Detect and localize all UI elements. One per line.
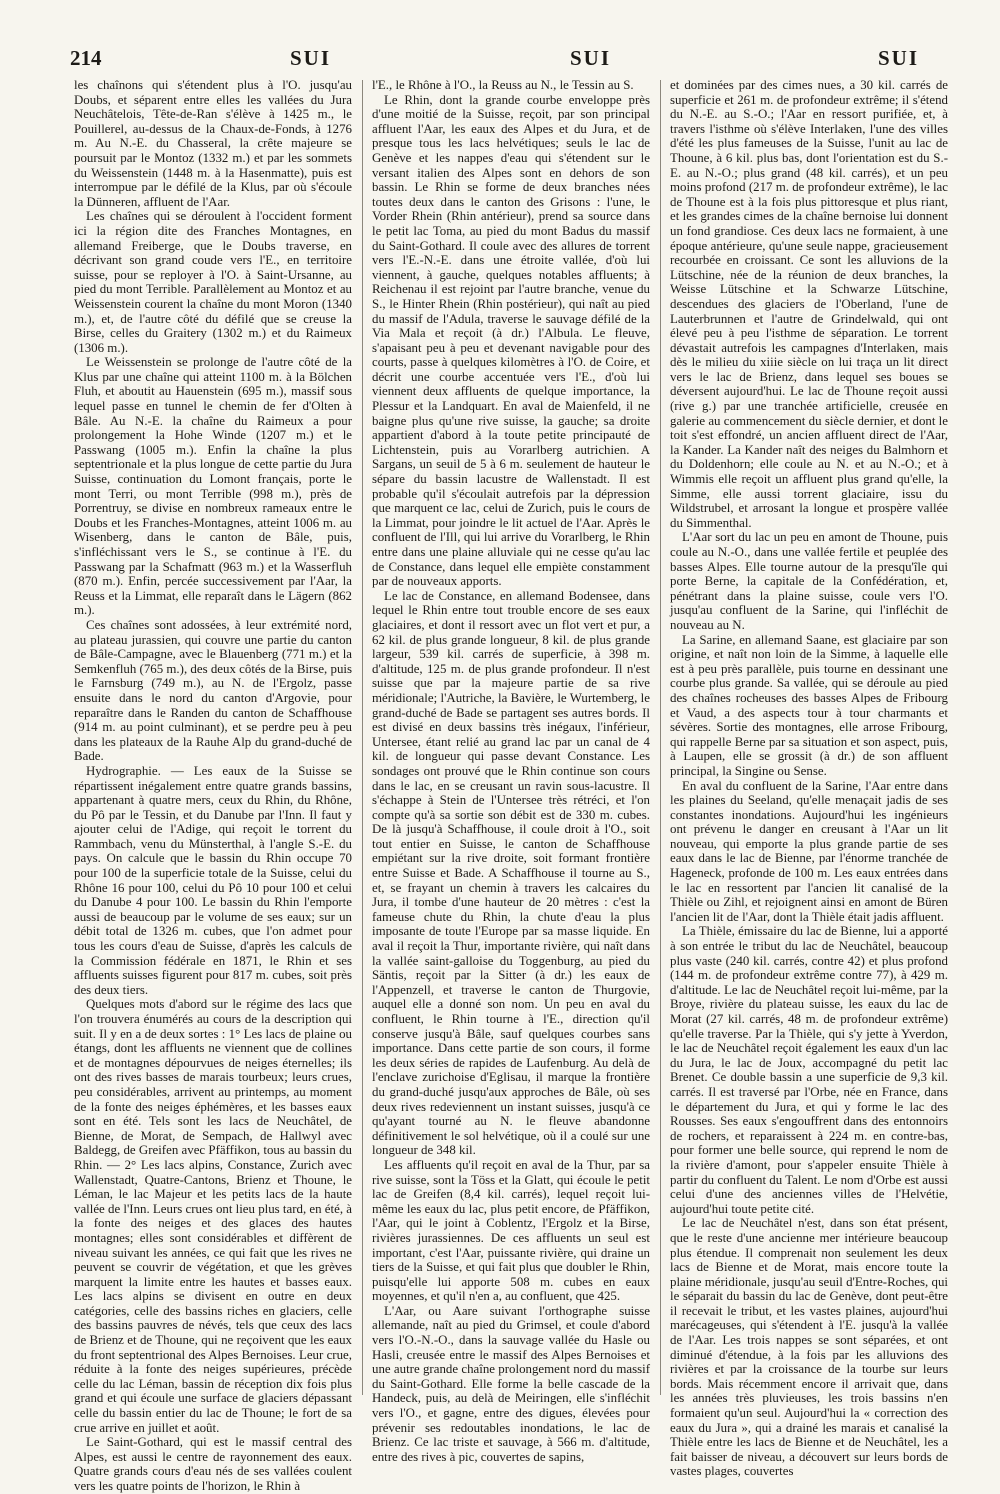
running-headword-left: SUI bbox=[290, 46, 332, 70]
column-rule bbox=[362, 80, 363, 1395]
column-rule bbox=[660, 80, 661, 1395]
paragraph: Les affluents qu'il reçoit en aval de la Thur, par sa rive suisse, sont la Töss et la Glatt, qui écoule le petit lac de Greifen (8,4 kil. carrés), lequel reçoit lui-même les eaux du lac, plus petit encore, de Pfäffikon, l'Aar, qui le joint à Coblentz, l'Ergolz et la Birse, rivières jurassiennes. De ces affluents un seul est important, c'est l'Aar, puissante rivière, qui draine un tiers de la Suisse, et qui fait plus que doubler le Rhin, puisqu'elle lui apporte 508 m. cubes en eaux moyennes, et qu'il n'en a, au confluent, que 425. bbox=[372, 1157, 650, 1304]
running-headword-center: SUI bbox=[570, 46, 612, 70]
paragraph: Le Rhin, dont la grande courbe enveloppe près d'une moitié de la Suisse, reçoit, par son principal affluent l'Aar, les eaux des Alpes et du Jura, et de presque tous les lacs helvétiques; seuls le lac de Genève et les nappes d'eau qui s'étendent sur le versant italien des Alpes sont en dehors de son bassin. Le Rhin se forme de deux branches nées toutes deux dans le canton des Grisons : l'une, le Vorder Rhein (Rhin antérieur), prend sa source dans le petit lac Toma, au pied du mont Badus du massif du Saint-Gothard. Il coule avec des allures de torrent vers l'E.-N.-E. dans une étroite vallée, d'où lui viennent, à gauche, quelques notables affluents; à Reichenau il est rejoint par l'autre branche, venue du S., le Hinter Rhein (Rhin postérieur), qui naît au pied du massif de l'Adula, traverse le sauvage défilé de la Via Mala et reçoit (à dr.) l'Albula. Le fleuve, s'apaisant peu à peu et devenant navigable pour des courts, passe à quelques kilomètres à l'O. de Coire, et décrit une courbe accentuée vers l'E., d'où lui viennent deux affluents de quelque importance, la Plessur et la Landquart. En aval de Maienfeld, il ne baigne plus qu'une rive suisse, la gauche; sa droite appartient d'abord à la toute petite principauté de Lichtenstein, puis au Vorarlberg autrichien. A Sargans, un seuil de 5 à 6 m. seulement de hauteur le sépare du bassin lacustre de Wallenstadt. Il est probable qu'il s'écoulait autrefois par la dépression que marquent ce lac, celui de Zurich, puis le cours de la Limmat, pour joindre le lit actuel de l'Aar. Après le confluent de l'Ill, qui lui arrive du Vorarlberg, le Rhin entre dans une plaine alluviale qui ne cesse qu'au lac de Constance, dans lequel elle empiète constamment par de nouveaux apports. bbox=[372, 92, 650, 589]
paragraph: Le lac de Neuchâtel n'est, dans son état présent, que le reste d'une ancienne mer intérieure beaucoup plus étendue. Il comprenait non seulement les deux lacs de Bienne et de Morat, mais encore toute la plaine méridionale, jusqu'au seuil d'Entre-Roches, qui le séparait du bassin du lac de Genève, dont peut-être il recevait le tribut, et les vastes plaines, aujourd'hui marécageuses, qui s'étendent à l'E. jusqu'à la vallée de l'Aar. Les trois nappes se sont séparées, et ont diminué d'étendue, à la fois par les alluvions des rivières et par la croissance de la tourbe sur leurs bords. Mais récemment encore il arrivait que, dans les années très pluvieuses, les trois bassins n'en formaient qu'un seul. Aujourd'hui la « correction des eaux du Jura », qui a drainé les marais et canalisé la Thièle entre les lacs de Bienne et de Neuchâtel, les a fait baisser de niveau, a découvert sur leurs bords de vastes plages, couvertes bbox=[670, 1216, 948, 1479]
paragraph: L'Aar, ou Aare suivant l'orthographe suisse allemande, naît au pied du Grimsel, et coule d'abord vers l'O.-N.-O., dans la sauvage vallée du Hasle ou Hasli, creusée entre le massif des Alpes Bernoises et une autre grande chaîne prolongement nord du massif du Saint-Gothard. Elle forme la belle cascade de la Handeck, puis, au delà de Meiringen, elle s'infléchit vers l'O., et gagne, entre des digues, élevées pour prévenir ses redoutables inondations, le lac de Brienz. Ce lac triste et sauvage, à 566 m. d'altitude, entre des rives à pic, couvertes de sapins, bbox=[372, 1303, 650, 1464]
paragraph: Quelques mots d'abord sur le régime des lacs que l'on trouvera énumérés au cours de la description qui suit. Il y en a de deux sortes : 1° Les lacs de plaine ou étangs, dont les affluents ne viennent que de collines et de montagnes dépourvues de neiges éternelles; ils ont des rives basses de marais tourbeux; leurs crues, peu considérables, arrivent au printemps, au moment de la fonte des neiges éphémères, et les basses eaux sont en été. Tels sont les lacs de Neuchâtel, de Bienne, de Morat, de Sempach, de Hallwyl avec Baldegg, de Greifen avec Pfäffikon, tous au bassin du Rhin. — 2° Les lacs alpins, Constance, Zurich avec Wallenstadt, Quatre-Cantons, Brienz et Thoune, le Léman, le lac Majeur et les petits lacs de la haute vallée de l'Inn. Leurs crues ont lieu plus tard, en été, à la fonte des neiges et des glaces des hautes montagnes; elles sont considérables et diffèrent de niveau suivant les années, ce qui fait que les rives ne peuvent se couvrir de végétation, et que les grèves marquent la limite entre les hautes et basses eaux. Les lacs alpins se divisent en outre en deux catégories, celle des bassins riches en glaciers, celle des bassins pauvres de névés, tels que ceux des lacs de Brienz et de Thoune, qui ne reçoivent que les eaux du front septentrional des Alpes Bernoises. Leur crue, réduite à la fonte des neiges supérieures, précède celle du lac Léman, bassin de réception dix fois plus grand et qui écoule une surface de glaciers dépassant celle du bassin entier du lac de Thoune; le fort de sa crue arrive en juillet et août. bbox=[74, 997, 352, 1435]
paragraph: La Sarine, en allemand Saane, est glaciaire par son origine, et naît non loin de la Simme, à laquelle elle est à peu près parallèle, puis tourne en dessinant une courbe plus grande. Sa vallée, qui se déroule au pied des chaînes rocheuses des basses Alpes de Fribourg et Vaud, a des aspects tour à tour charmants et sévères. Sortie des montagnes, elle arrose Fribourg, qui rappelle Berne par sa situation et son aspect, puis, à Laupen, elle se grossit (à dr.) de son affluent principal, la Singine ou Sense. bbox=[670, 632, 948, 778]
running-headword-right: SUI bbox=[878, 46, 920, 70]
text-column-right bbox=[670, 78, 948, 1479]
page-number: 214 bbox=[70, 46, 102, 70]
paragraph: Le Weissenstein se prolonge de l'autre côté de la Klus par une chaîne qui atteint 1100 m. à la Bölchen Fluh, et aboutit au Hauenstein (695 m.), massif sous lequel passe en tunnel le chemin de fer d'Olten à Bâle. Au N.-E. la chaîne du Raimeux a pour prolongement la Hohe Winde (1207 m.) et le Passwang (1005 m.). Enfin la chaîne la plus septentrionale et la plus longue de cette partie du Jura Suisse, continuation du Lomont français, porte le mont Terri, ou mont Terrible (998 m.), près de Porrentruy, se divise en nombreux rameaux entre le Doubs et les Franches-Montagnes, atteint 1006 m. au Wisenberg, dans le canton de Bâle, puis, s'infléchissant vers le S., se continue à l'E. du Passwang par la Schafmatt (963 m.) et la Wasserfluh (870 m.). Enfin, percée successivement par l'Aar, la Reuss et la Limmat, elle reparaît dans le Lägern (862 m.). bbox=[74, 355, 352, 618]
paragraph: L'Aar sort du lac un peu en amont de Thoune, puis coule au N.-O., dans une vallée fertile et peuplée des basses Alpes. Elle tourne autour de la presqu'île qui porte Berne, la capitale de la Confédération, et, pénétrant dans la plaine suisse, coule vers l'O. jusqu'au confluent de la Sarine, qui l'infléchit de nouveau au N. bbox=[670, 530, 948, 632]
paragraph: l'E., le Rhône à l'O., la Reuss au N., le Tessin au S. bbox=[372, 78, 634, 92]
paragraph: Ces chaînes sont adossées, à leur extrémité nord, au plateau jurassien, qui couvre une partie du canton de Bâle-Campagne, avec le Blauenberg (771 m.) et la Semkenfluh (765 m.), des deux côtés de la Birse, puis le Farnsburg (749 m.), au N. de l'Ergolz, passe ensuite dans le nord du canton d'Argovie, pour reparaître dans le Randen du canton de Schaffhouse (914 m. au point culminant), et se perdre peu à peu dans les plateaux de la Rauhe Alp du grand-duché de Bade. bbox=[74, 617, 352, 764]
paragraph: les chaînons qui s'étendent plus à l'O. jusqu'au Doubs, et séparent entre elles les vallées du Jura Neuchâtelois, Tête-de-Ran s'élève à 1425 m., le Pouillerel, au-dessus de la Chaux-de-Fonds, à 1276 m. Au N.-E. du Chasseral, la crête majeure se poursuit par le Montoz (1332 m.) et par les sommets du Weissenstein (1448 m. à la Hasenmatte), puis est interrompue par le défilé de la Klus, par où s'écoule la Dünneren, affluent de l'Aar. bbox=[74, 78, 352, 209]
paragraph: En aval du confluent de la Sarine, l'Aar entre dans les plaines du Seeland, qu'elle menaçait jadis de ses constantes inondations. Aujourd'hui les ingénieurs ont prévenu le danger en creusant à l'Aar un lit nouveau, qui emporte la plus grande partie de ses eaux dans le lac de Bienne, par l'énorme tranchée de Hageneck, profonde de 100 m. Les eaux entrées dans le lac en ressortent par l'ancien lit canalisé de la Thièle ou Zihl, et rejoignent ainsi en amont de Büren l'ancien lit de l'Aar, dont la Thièle était jadis affluent. bbox=[670, 778, 948, 924]
paragraph: Les chaînes qui se déroulent à l'occident forment ici la région dite des Franches Montagnes, en allemand Freiberge, que le Doubs traverse, en décrivant son grand coude vers l'E., en territoire suisse, pour se reployer à l'O. à Saint-Ursanne, au pied du mont Terrible. Parallèlement au Montoz et au Weissenstein courent la chaîne du mont Moron (1340 m.), et, de l'autre côté du défilé que se creuse la Birse, celles du Graitery (1302 m.) et du Raimeux (1306 m.). bbox=[74, 209, 352, 355]
text-column-left bbox=[74, 78, 352, 1493]
text-column-center bbox=[372, 78, 650, 1464]
paragraph: Le lac de Constance, en allemand Bodensee, dans lequel le Rhin entre tout trouble encore de ses eaux glaciaires, et dont il ressort avec un flot vert et pur, a 62 kil. de plus grande longueur, 8 kil. de plus grande largeur, 539 kil. carrés de superficie, à 398 m. d'altitude, 125 m. de plus grande profondeur. Il n'est suisse que par la majeure partie de sa rive méridionale; l'Autriche, la Bavière, le Wurtemberg, le grand-duché de Bade se partagent ses autres bords. Il est divisé en deux bassins très inégaux, l'inférieur, Untersee, étant relié au grand lac par un canal de 4 kil. de longueur qui passe devant Constance. Les sondages ont prouvé que le Rhin continue son cours dans le lac, en se creusant un ravin sous-lacustre. Il s'échappe à Stein de l'Untersee très rétréci, et l'on compte qu'à sa sortie son débit est de 330 m. cubes. De là jusqu'à Schaffhouse, il coule droit à l'O., soit tout entier en Suisse, le canton de Schaffhouse empiétant sur la rive droite, soit formant frontière entre Suisse et Bade. A Schaffhouse il tourne au S., et, se frayant un chemin à travers les calcaires du Jura, il tombe d'une hauteur de 20 mètres : c'est la fameuse chute du Rhin, la chute d'eau la plus imposante de toute l'Europe par sa masse liquide. En aval il reçoit la Thur, importante rivière, qui naît dans la vallée saint-galloise du Toggenburg, au pied du Säntis, reçoit par la Sitter (à dr.) les eaux de l'Appenzell, et traverse le canton de Thurgovie, auquel elle a donné son nom. Un peu en aval du confluent, le Rhin tourne à l'E., direction qu'il conserve jusqu'à Bâle, sauf quelques courbes sans importance. Dans cette partie de son cours, il forme les deux séries de rapides de Laufenburg. Au delà de l'enclave zurichoise d'Eglisau, il marque la frontière du grand-duché jusqu'aux approches de Bâle, où ses deux rives redeviennent un instant suisses, jusqu'à ce qu'ayant tourné au N. le fleuve abandonne définitivement le sol helvétique, où il a coulé sur une longueur de 348 kil. bbox=[372, 588, 650, 1158]
paragraph: Hydrographie. — Les eaux de la Suisse se répartissent inégalement entre quatre grands bassins, appartenant à quatre mers, ceux du Rhin, du Rhône, du Pô par le Tessin, et du Danube par l'Inn. Il faut y ajouter celui de l'Adige, qui reçoit le torrent du Rammbach, venu du Münsterthal, à l'angle S.-E. du pays. On calcule que le bassin du Rhin occupe 70 pour 100 de la superficie totale de la Suisse, celui du Rhône 16 pour 100, celui du Pô 10 pour 100 et celui du Danube 4 pour 100. Le bassin du Rhin l'emporte aussi de beaucoup par le volume de ses eaux; sur un débit total de 1326 m. cubes, que l'on admet pour tous les cours d'eau de Suisse, d'après les calculs de la Commission fédérale en 1871, le Rhin et ses affluents suisses figurent pour 817 m. cubes, soit près des deux tiers. bbox=[74, 763, 352, 997]
paragraph: et dominées par des cimes nues, a 30 kil. carrés de superficie et 261 m. de profondeur extrême; il s'étend du N.-E. au S.-O.; l'Aar en ressort purifiée, et, à travers l'isthme où s'élève Interlaken, l'une des villes d'été les plus fameuses de la Suisse, l'unit au lac de Thoune, à 6 kil. plus bas, dont l'orientation est du S.-E. au N.-O.; plus grand (48 kil. carrés), et un peu moins profond (217 m. de profondeur extrême), le lac de Thoune est à la fois plus pittoresque et plus riant, et les grandes cimes de la chaîne bernoise lui donnent un fond grandiose. Ces deux lacs ne formaient, à une époque antérieure, qu'une seule nappe, gracieusement recourbée en croissant. Ce sont les alluvions de la Lütschine, née de la réunion de deux branches, la Weisse Lütschine et la Schwarze Lütschine, descendues des glaciers de l'Oberland, l'une de Lauterbrunnen et l'autre de Grindelwald, qui ont élevé peu à peu l'isthme de séparation. Le torrent dévastait autrefois les campagnes d'Interlaken, mais dès le milieu du xiiie siècle on lui traça un lit direct vers le lac de Brienz, dans lequel ses boues se déversent aujourd'hui. Le lac de Thoune reçoit aussi (rive g.) par une tranchée artificielle, creusée en galerie au commencement du siècle dernier, et dont le toit s'est effondré, un ancien affluent direct de l'Aar, la Kander. La Kander naît des neiges du Balmhorn et du Doldenhorn; elle coule au N. et au N.-O.; et à Wimmis elle reçoit un affluent plus grand qu'elle, la Simme, elle aussi torrent glaciaire, issu du Wildstrubel, et arrosant la longue et prospère vallée du Simmenthal. bbox=[670, 78, 948, 530]
paragraph: Le Saint-Gothard, qui est le massif central des Alpes, est aussi le centre de rayonnement des eaux. Quatre grands cours d'eau nés de ses vallées coulent vers les quatre points de l'horizon, le Rhin à bbox=[74, 1435, 352, 1493]
paragraph: La Thièle, émissaire du lac de Bienne, lui a apporté à son entrée le tribut du lac de Neuchâtel, beaucoup plus vaste (240 kil. carrés, contre 42) et plus profond (144 m. de profondeur extrême contre 77), à 429 m. d'altitude. Le lac de Neuchâtel reçoit lui-même, par la Broye, rivière du plateau suisse, les eaux du lac de Morat (27 kil. carrés, 48 m. de profondeur extrême) qu'elle traverse. Par la Thièle, qui s'y jette à Yverdon, le lac de Neuchâtel reçoit également les eaux d'un lac du Jura, le lac de Joux, accompagné du petit lac Brenet. Ce double bassin a une superficie de 9,3 kil. carrés. Il est traversé par l'Orbe, née en France, dans le département du Jura, et qui y forme le lac des Rousses. Ses eaux s'engouffrent dans des entonnoirs de rochers, et reparaissent à 224 m. en contre-bas, pour former une belle source, qui reprend le nom de la rivière d'amont, pour s'appeler ensuite Thièle à partir du confluent du Talent. Le nom d'Orbe est aussi celui d'une des anciennes villes de l'Helvétie, aujourd'hui toute petite cité. bbox=[670, 924, 948, 1216]
